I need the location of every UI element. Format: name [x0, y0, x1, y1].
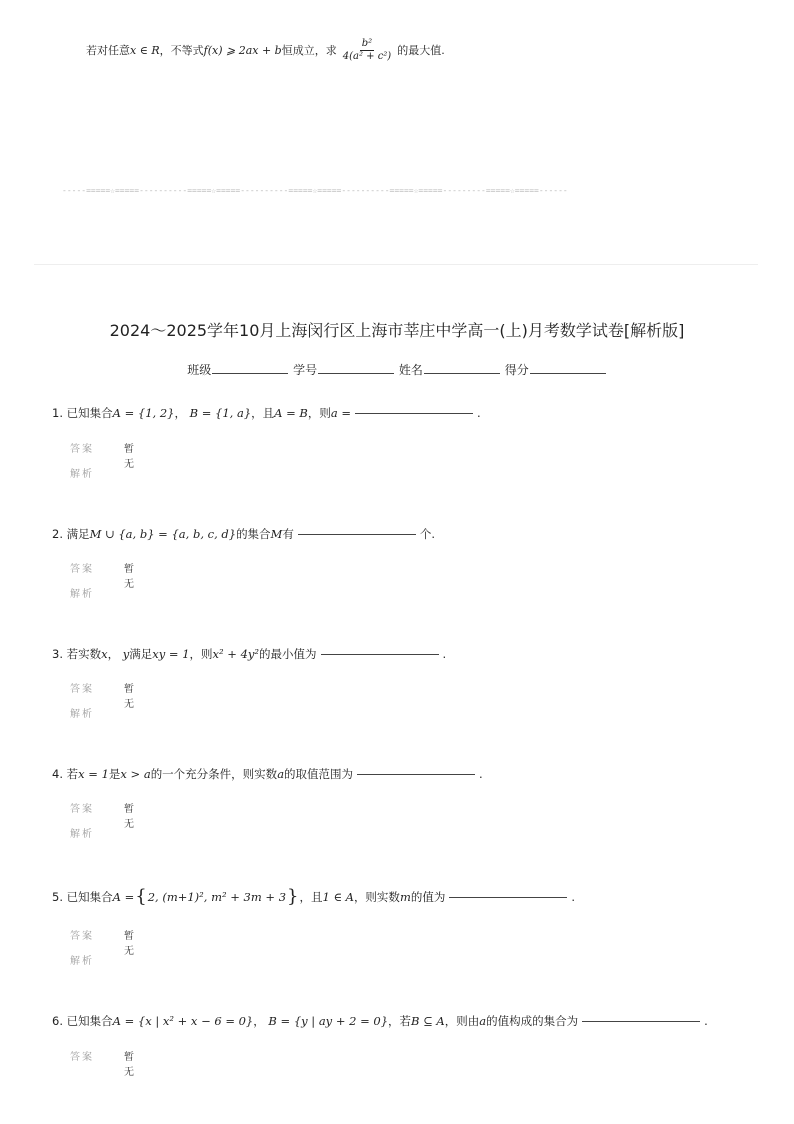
analysis-row — [70, 705, 94, 720]
q2-text-1: 满足 — [66, 527, 90, 541]
q4-text-1: 若 — [66, 767, 79, 781]
fraction-denominator: 4(a² + c²) — [342, 50, 392, 62]
question-end: . — [477, 406, 481, 420]
info-id-label: 学号 — [293, 363, 318, 377]
analysis-row — [70, 952, 94, 967]
top-problem-ineq: f(x) ⩾ 2ax + b — [203, 43, 282, 57]
analysis-row — [70, 825, 94, 840]
answer-blank[interactable] — [357, 773, 475, 775]
answer-row — [70, 560, 136, 590]
student-info-line — [0, 361, 794, 378]
fraction-numerator: b² — [361, 38, 373, 49]
q4-text-2: 是 — [108, 767, 121, 781]
question-end: . — [442, 647, 447, 661]
answer-value: 暂无 — [124, 684, 136, 710]
q2-text-2: 的集合 — [236, 527, 271, 541]
question-number: 1. — [52, 406, 63, 420]
info-score-blank[interactable] — [530, 372, 606, 374]
question-number: 2. — [52, 527, 63, 541]
q3-text-1: 若实数 — [66, 647, 102, 661]
question-end: . — [571, 889, 575, 904]
q1-math-3: A = B — [274, 406, 308, 420]
top-problem-fraction — [341, 38, 393, 62]
info-score-label: 得分 — [504, 363, 529, 377]
q4-math-1: x = 1 — [78, 767, 109, 781]
q2-math-1: M ∪ {a, b} = {a, b, c, d} — [89, 527, 237, 541]
q5-text-1: 已知集合 — [66, 889, 113, 904]
answer-label: 答案 — [70, 1052, 94, 1063]
q5-math-3: 1 ∈ A — [322, 889, 354, 904]
top-problem-suffix: 的最大值. — [397, 44, 445, 57]
q6-text-2: ， — [253, 1014, 265, 1028]
q3-text-3: 满足 — [129, 647, 153, 661]
question-number: 6. — [52, 1014, 63, 1028]
question-4 — [52, 766, 483, 782]
q6-text-4: ，则由 — [444, 1014, 480, 1028]
q3-text-5: 的最小值为 — [259, 647, 317, 661]
answer-row — [70, 1048, 136, 1078]
question-3 — [52, 646, 446, 662]
q6-math-2: B = {y | ay + 2 = 0} — [268, 1014, 389, 1028]
q3-text-4: ，则 — [189, 647, 213, 661]
q4-math-3: a — [277, 767, 285, 781]
answer-label: 答案 — [70, 564, 94, 575]
question-5 — [52, 886, 575, 907]
top-problem — [86, 38, 445, 62]
q5-math-4: m — [399, 889, 411, 904]
question-number: 3. — [52, 647, 63, 661]
question-2 — [52, 526, 435, 542]
top-problem-mid: ，不等式 — [159, 44, 204, 57]
q4-text-3: 的一个充分条件，则实数 — [150, 767, 278, 781]
q6-math-3: B ⊆ A — [411, 1014, 445, 1028]
q1-math-1: A = {1, 2} — [112, 406, 175, 420]
answer-row — [70, 800, 136, 830]
q6-text-3: ，若 — [388, 1014, 412, 1028]
info-id-blank[interactable] — [318, 372, 394, 374]
question-end: . — [479, 767, 483, 781]
question-end: 个. — [419, 527, 435, 541]
answer-row — [70, 440, 136, 470]
q5-brace-close: } — [287, 886, 299, 907]
q5-math-2: 2, (m+1)², m² + 3m + 3 — [147, 889, 287, 904]
answer-value: 暂无 — [124, 444, 136, 470]
q1-text-2: ， — [174, 406, 186, 420]
answer-blank[interactable] — [298, 533, 416, 535]
q5-text-4: 的值为 — [410, 889, 446, 904]
answer-blank[interactable] — [355, 412, 473, 414]
analysis-label: 解析 — [70, 956, 94, 967]
answer-blank[interactable] — [321, 653, 439, 655]
q4-text-4: 的取值范围为 — [284, 767, 354, 781]
top-problem-after: 恒成立，求 — [281, 44, 337, 57]
q1-math-2: B = {1, a} — [189, 406, 252, 420]
q5-text-3: ，则实数 — [353, 889, 400, 904]
top-problem-prefix: 若对任意 — [86, 44, 130, 57]
star-divider: -----=====☆=====----------=====☆=====----------=====☆=====----------=====☆=====---------=====☆=====------ — [62, 186, 568, 195]
answer-value: 暂无 — [124, 804, 136, 830]
q2-math-2: M — [270, 527, 283, 541]
info-name-blank[interactable] — [424, 372, 500, 374]
q6-math-4: a — [479, 1014, 487, 1028]
answer-label: 答案 — [70, 804, 94, 815]
top-problem-cond: x ∈ R — [130, 43, 160, 57]
analysis-label: 解析 — [70, 589, 94, 600]
answer-label: 答案 — [70, 931, 94, 942]
question-number: 5. — [52, 889, 63, 904]
answer-row — [70, 680, 136, 710]
info-class-label: 班级 — [187, 363, 212, 377]
analysis-label: 解析 — [70, 469, 94, 480]
analysis-row — [70, 585, 94, 600]
info-name-label: 姓名 — [398, 363, 423, 377]
answer-blank[interactable] — [582, 1020, 700, 1022]
q2-text-3: 有 — [282, 527, 294, 541]
q5-brace-open: { — [135, 886, 147, 907]
page-title: 2024～2025学年10月上海闵行区上海市莘庄中学高一(上)月考数学试卷[解析版] — [109, 321, 685, 340]
analysis-label: 解析 — [70, 829, 94, 840]
answer-value: 暂无 — [124, 1052, 136, 1078]
answer-label: 答案 — [70, 684, 94, 695]
q3-math-3: xy = 1 — [152, 647, 190, 661]
q4-math-2: x > a — [120, 767, 151, 781]
q3-text-2: ， — [107, 647, 120, 661]
q5-text-2: ，且 — [299, 889, 323, 904]
answer-value: 暂无 — [124, 564, 136, 590]
q1-text-1: 已知集合 — [66, 406, 113, 420]
question-end: . — [704, 1014, 708, 1028]
page-separator — [34, 264, 758, 265]
q3-math-1: x — [101, 647, 108, 661]
q1-math-4: a = — [330, 406, 352, 420]
question-6 — [52, 1013, 708, 1029]
analysis-label: 解析 — [70, 709, 94, 720]
q6-text-5: 的值构成的集合为 — [486, 1014, 579, 1028]
answer-label: 答案 — [70, 444, 94, 455]
question-1 — [52, 405, 481, 421]
q3-math-2: y — [122, 647, 130, 661]
answer-blank[interactable] — [449, 896, 567, 898]
question-number: 4. — [52, 767, 63, 781]
q6-text-1: 已知集合 — [66, 1014, 113, 1028]
q1-text-3: ，且 — [251, 406, 275, 420]
analysis-row — [70, 465, 94, 480]
answer-value: 暂无 — [124, 931, 136, 957]
q6-math-1: A = {x | x² + x − 6 = 0} — [112, 1014, 254, 1028]
info-class-blank[interactable] — [212, 372, 288, 374]
q5-math-1: A = — [112, 889, 135, 904]
answer-row — [70, 927, 136, 957]
q1-text-4: ，则 — [307, 406, 331, 420]
q3-math-4: x² + 4y² — [212, 647, 260, 661]
